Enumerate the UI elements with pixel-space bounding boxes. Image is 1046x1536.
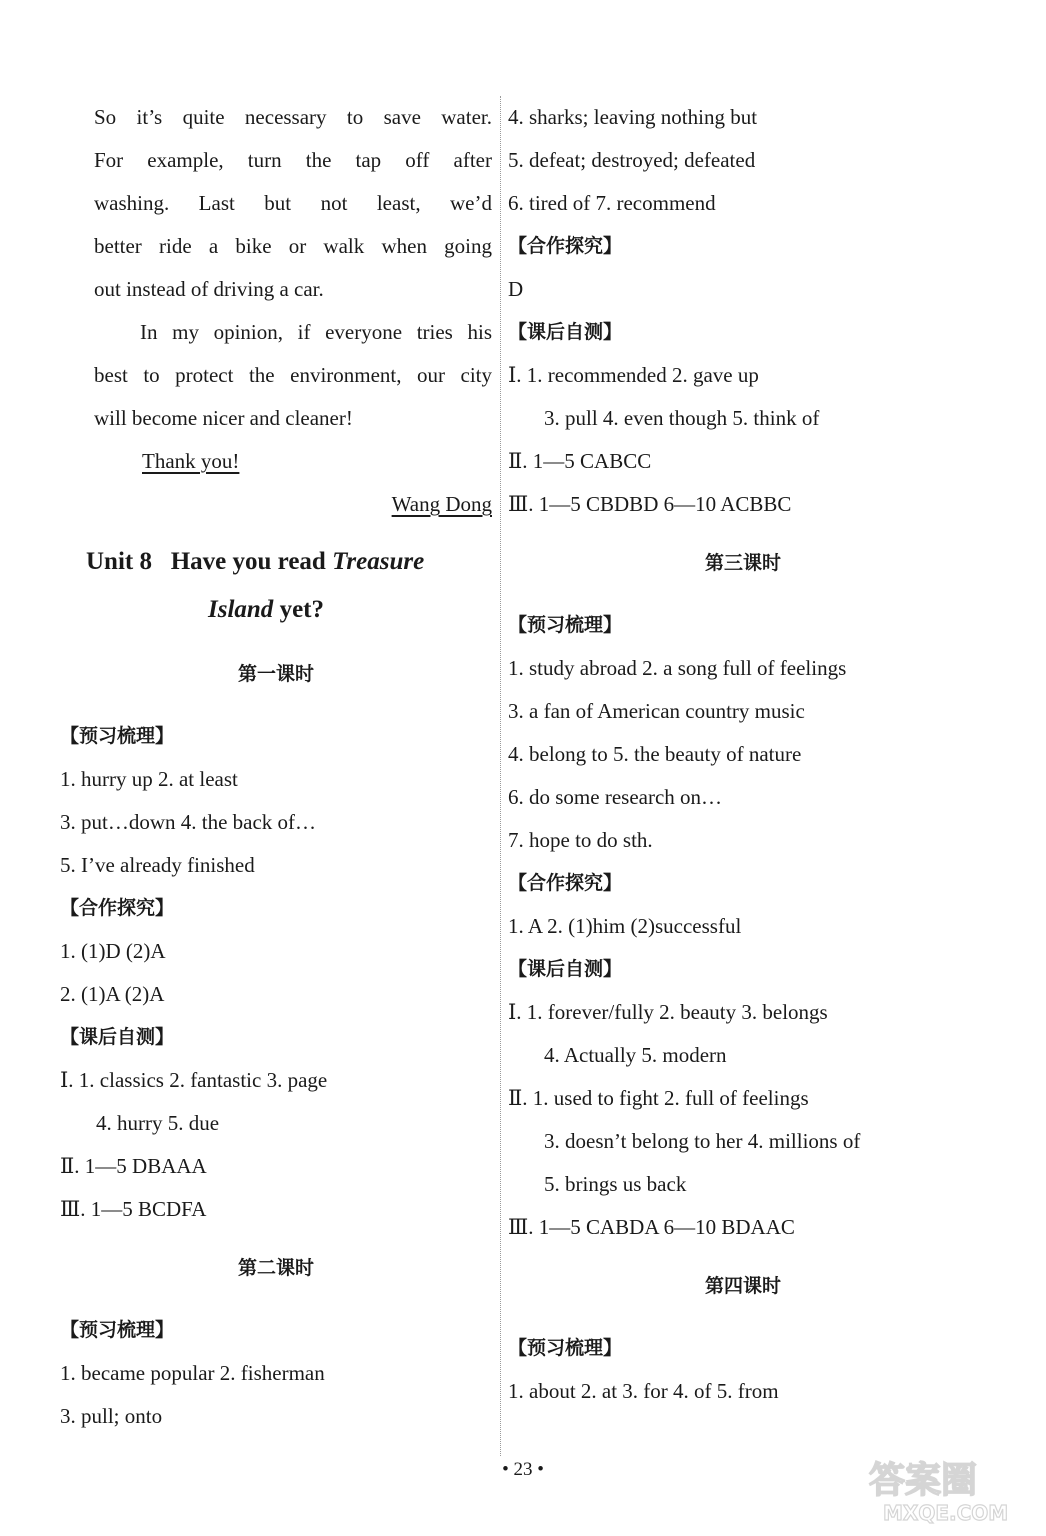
section-heading: 【预习梳理】 xyxy=(60,725,175,747)
watermark-logo xyxy=(861,1450,1036,1528)
answer-line: 1. A 2. (1)him (2)successful xyxy=(508,914,742,938)
letter-line: For example, turn the tap off after xyxy=(94,148,492,172)
watermark-logo-icon xyxy=(861,1450,1036,1528)
unit-title-suffix: yet? xyxy=(273,596,324,623)
unit-title-line2 xyxy=(60,586,492,634)
section-heading: 【预习梳理】 xyxy=(508,614,623,636)
answer-line: 1. became popular 2. fisherman xyxy=(60,1361,325,1385)
answer-line: Ⅱ. 1—5 DBAAA xyxy=(60,1154,207,1178)
section-heading: 【课后自测】 xyxy=(508,321,623,343)
answer-line: 6. tired of 7. recommend xyxy=(508,191,716,215)
unit-title-italic: Treasure xyxy=(332,548,425,575)
answer-line: 1. hurry up 2. at least xyxy=(60,767,238,791)
answer-line: Ⅱ. 1. used to fight 2. full of feelings xyxy=(508,1086,809,1110)
answer-line: 3. pull; onto xyxy=(60,1404,163,1428)
answer-line: 5. brings us back xyxy=(544,1172,687,1196)
answer-line: 7. hope to do sth. xyxy=(508,828,653,852)
lesson-title: 第一课时 xyxy=(237,663,314,685)
letter-closing xyxy=(60,440,492,483)
answer-line: 4. hurry 5. due xyxy=(96,1111,220,1135)
unit-title-italic: Island xyxy=(208,596,274,623)
signature-text: Wang Dong xyxy=(391,492,492,516)
letter-line: will become nicer and cleaner! xyxy=(94,406,353,430)
answer-line: 4. Actually 5. modern xyxy=(544,1043,727,1067)
answer-line: 3. pull 4. even though 5. think of xyxy=(544,406,820,430)
answer-line: 3. put…down 4. the back of… xyxy=(60,810,317,834)
answer-line: 4. sharks; leaving nothing but xyxy=(508,105,758,129)
answer-line: Ⅰ. 1. forever/fully 2. beauty 3. belongs xyxy=(508,1000,828,1024)
letter-line: better ride a bike or walk when going xyxy=(94,234,492,258)
letter-line: So it’s quite necessary to save water. xyxy=(94,105,492,129)
lesson-title: 第三课时 xyxy=(704,552,781,574)
svg-text:MXQE.COM: MXQE.COM xyxy=(883,1501,1009,1525)
section-heading: 【课后自测】 xyxy=(508,958,623,980)
answer-line: 3. a fan of American country music xyxy=(508,699,805,723)
svg-text:答案圈: 答案圈 xyxy=(869,1460,978,1501)
section-heading: 【合作探究】 xyxy=(508,872,623,894)
section-heading: 【预习梳理】 xyxy=(60,1319,175,1341)
answer-line: 5. I’ve already finished xyxy=(60,853,255,877)
answer-line: Ⅲ. 1—5 BCDFA xyxy=(60,1197,207,1221)
unit-title-prefix: Unit 8 Have you read xyxy=(86,548,333,575)
page-number: • 23 • xyxy=(502,1459,544,1480)
answer-line: 1. study abroad 2. a song full of feelings xyxy=(508,656,847,680)
section-heading: 【课后自测】 xyxy=(60,1026,175,1048)
answer-line: 1. (1)D (2)A xyxy=(60,939,166,963)
lesson-title: 第四课时 xyxy=(704,1275,781,1297)
unit-title-line1 xyxy=(60,538,492,586)
letter-line: washing. Last but not least, we’d xyxy=(94,191,492,215)
answer-line: Ⅰ. 1. recommended 2. gave up xyxy=(508,363,759,387)
answer-line: 1. about 2. at 3. for 4. of 5. from xyxy=(508,1379,779,1403)
answer-line: Ⅲ. 1—5 CBDBD 6—10 ACBBC xyxy=(508,492,792,516)
answer-line: 2. (1)A (2)A xyxy=(60,982,165,1006)
answer-line: 3. doesn’t belong to her 4. millions of xyxy=(544,1129,861,1153)
section-heading: 【合作探究】 xyxy=(60,897,175,919)
column-divider xyxy=(500,96,501,1456)
section-heading: 【预习梳理】 xyxy=(508,1337,623,1359)
answer-line: 6. do some research on… xyxy=(508,785,723,809)
thanks-text: Thank you! xyxy=(142,449,240,473)
lesson-title: 第二课时 xyxy=(237,1257,314,1279)
answer-line: Ⅱ. 1—5 CABCC xyxy=(508,449,652,473)
answer-line: 5. defeat; destroyed; defeated xyxy=(508,148,756,172)
letter-line: In my opinion, if everyone tries his xyxy=(140,320,492,344)
answer-line: Ⅲ. 1—5 CABDA 6—10 BDAAC xyxy=(508,1215,795,1239)
answer-line: Ⅰ. 1. classics 2. fantastic 3. page xyxy=(60,1068,328,1092)
answer-line: D xyxy=(508,277,524,301)
right-column xyxy=(508,96,978,1413)
letter-line: best to protect the environment, our city xyxy=(94,363,492,387)
section-heading: 【合作探究】 xyxy=(508,235,623,257)
answer-line: 4. belong to 5. the beauty of nature xyxy=(508,742,802,766)
letter-line: out instead of driving a car. xyxy=(94,277,324,301)
left-column xyxy=(60,96,492,1438)
letter-signature xyxy=(60,483,492,526)
